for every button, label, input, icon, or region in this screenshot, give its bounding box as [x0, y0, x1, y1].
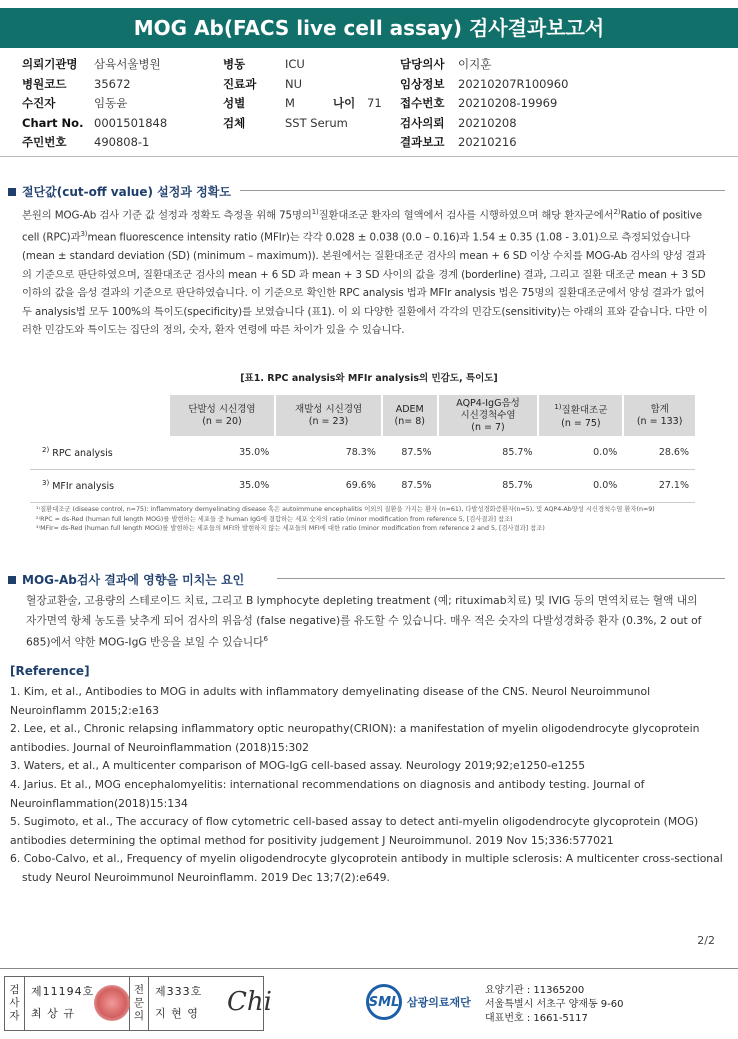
info-row [400, 94, 568, 114]
table-footnotes [36, 505, 706, 534]
institution-line: 대표번호 : 1661-5117 [485, 1013, 588, 1024]
red-seal-stamp [94, 985, 130, 1021]
doctor-signature: Chi [227, 987, 272, 1017]
info-row [22, 94, 167, 114]
table-row [30, 469, 695, 502]
column-header: 재발성 시신경염 (n = 23) [275, 395, 382, 436]
column-header: 단발성 시신경염 (n = 20) [169, 395, 276, 436]
report-title: MOG Ab(FACS live cell assay) 검사결과보고서 [0, 8, 738, 48]
info-label: 병원코드 [22, 76, 67, 91]
info-label: Chart No. [22, 115, 84, 130]
table-caption: [표1. RPC analysis와 MFIr analysis의 민감도, 특이도] [240, 373, 498, 384]
info-value: 임동윤 [94, 96, 128, 110]
section-factors-heading [8, 571, 244, 588]
square-bullet-icon [8, 188, 16, 196]
doctor-cell [149, 977, 208, 1030]
reference-item: 5. Sugimoto, et al., The accuracy of flow cytometric cell-based assay to detect anti-myelin oligodendrocyte glycoprotein (MOG) antibodies determining the optimal method for positivity judgement J Neuroimmunol. 2019 Nov 15;336:577021 [10, 815, 699, 847]
info-row [22, 55, 167, 75]
section-rule [240, 190, 725, 191]
tester-license-number: 제11194호 [31, 985, 95, 998]
reference-item: study Neurol Neuroimmunol Neuroinflamm. 2019 Dec 13;7(2):e649. [22, 870, 390, 884]
info-row [223, 94, 382, 114]
info-label: 성별 [223, 96, 246, 110]
patient-info-middle [223, 55, 382, 133]
info-value: SST Serum [285, 115, 348, 130]
info-value: 20210208-19969 [458, 96, 558, 110]
reference-item: 6. Cobo-Calvo, et al., Frequency of myelin oligodendrocyte glycoprotein antibody in multiple sclerosis: A multicenter cross-sectional [10, 852, 723, 866]
doctor-label: 전 문 의 [129, 977, 149, 1030]
info-value: 35672 [94, 76, 131, 91]
info-row [22, 75, 167, 95]
footnote: ¹⁾질환대조군 (disease control, n=75): inflammatory demyelinating disease 혹은 autoimmune encephalitis 이외의 질환을 가지는 환자 (n=61), 다발성경화증환자(n=5), 및 AQP4-Ab양성 시신경척수염 환자(n=9) [36, 506, 655, 513]
doctor-name: 지 현 영 [155, 1007, 199, 1020]
footnote: ²⁾RPC = ds-Red (human full length MOG)를 발현하는 세포들 중 human IgG에 결합하는 세포 숫자의 ratio (minor modification from reference 5, [검사결과] 참조) [36, 515, 513, 523]
factors-paragraph: 혈장교환술, 고용량의 스테로이드 치료, 그리고 B lymphocyte depleting treatment (예; rituximab치료) 및 IVIG 등의 면역치료는 혈액 내의 자가면역 항체 농도를 낮추게 되어 검사의 위음성 (false negative)를 유도할 수 있습니다. 매우 적은 숫자의 다발성경화증 환자 (0.3%, 2 out of 685)에서 약한 MOG-IgG 반응을 보일 수 있습니다$^6$ [26, 594, 702, 649]
table-cell: 78.3% [275, 436, 382, 469]
table-cell: 0.0% [538, 436, 623, 469]
section-title: 절단값(cut-off value) 설정과 정확도 [22, 185, 231, 199]
table-cell: 0.0% [538, 469, 623, 502]
table-cell: 85.7% [438, 469, 539, 502]
table-cell: 35.0% [169, 436, 276, 469]
signature-box [4, 976, 272, 1031]
row-label: $^{2)}$ RPC analysis [30, 436, 169, 469]
info-value: 20210207R100960 [458, 76, 569, 91]
table-cell: 28.6% [623, 436, 695, 469]
info-row [223, 114, 382, 134]
cutoff-paragraph: 본원의 MOG-Ab 검사 기준 값 설정과 정확도 측정을 위해 75명의$^{1)}$질환대조군 환자의 혈액에서 검사를 시행하였으며 해당 환자군에서$^{2)}$Ratio of positive cell (RPC)과$^{3)}$mean fluorescence intensity ratio (MFIr)는 각각 0.028 ± 0.038 (0.0 – 0.16)과 1.54 ± 0.35 (1.08 - 3.01)으로 측정되었습니다 (mean ± standard deviation (SD) (minimum – maximum)). 본원에서는 질환대조군 검사의 mean + 6 SD 이상 수치를 MOG-Ab 검사의 양성 결과의 기준으로 판단하였으며, 질환대조군 검사의 mean + 6 SD 과 mean + 3 SD 사이의 값을 경계 (borderline) 결과, 그리고 질환 대조군 mean + 3 SD 이하의 값을 음성 결과의 기준으로 판단하였습니다. 이 기준으로 확인한 RPC analysis 법과 MFIr analysis 법은 75명의 질환대조군에서 양성 결과가 없어 두 analysis법 모두 100%의 특이도(specificity)를 보였습니다 (표1). 이 외 다양한 질환에서 각각의 민감도(sensitivity)는 아래의 표와 같습니다. 다만 이러한 민감도와 특이도는 집단의 정의, 숫자, 환자 연령에 따른 차이가 있을 수 있습니다. [22, 208, 708, 337]
age-label: 나이 [333, 96, 356, 110]
patient-info-left [22, 55, 167, 153]
info-label: 임상정보 [400, 76, 445, 91]
info-label: 결과보고 [400, 135, 445, 149]
info-label: 진료과 [223, 76, 257, 91]
institution-line: 요양기관 : 11365200 [485, 985, 585, 996]
info-row [223, 75, 382, 95]
section-cutoff-heading [8, 183, 231, 200]
page-number: 2/2 [697, 934, 715, 947]
info-value: 0001501848 [94, 115, 168, 130]
corner-cell [30, 395, 169, 436]
sml-logo [366, 984, 471, 1020]
reference-item: 4. Jarius. Et al., MOG encephalomyelitis: international recommendations on diagnosis and antibody testing. Journal of Neuroinflammation(2018)15:134 [10, 777, 645, 810]
sml-logo-icon: SML [366, 984, 402, 1020]
square-bullet-icon [8, 576, 16, 584]
sensitivity-table [30, 395, 695, 503]
reference-item: 1. Kim, et al., Antibodies to MOG in adults with inflammatory demyelinating disease of the CNS. Neurol Neuroimmunol Neuroinflamm 2015;2:e163 [10, 685, 651, 717]
info-value: 20210216 [458, 135, 517, 149]
column-header: 합계 (n = 133) [623, 395, 695, 436]
doctor-license-number: 제333호 [155, 985, 203, 998]
column-header: AQP4-IgG음성 시신경척수염 (n = 7) [438, 395, 539, 436]
patient-info-right [400, 55, 568, 153]
info-row [22, 114, 167, 134]
info-label: 병동 [223, 57, 246, 71]
info-value: 이지훈 [458, 57, 492, 71]
tester-label: 검 사 자 [5, 977, 25, 1030]
table-row [30, 436, 695, 469]
info-label: 담당의사 [400, 57, 445, 71]
info-value: NU [285, 76, 303, 91]
column-header: ADEM (n= 8) [382, 395, 438, 436]
reference-item: 3. Waters, et al., A multicenter comparison of MOG-IgG cell-based assay. Neurology 2019;92;e1250-e1255 [10, 759, 586, 773]
tester-name: 최 상 규 [31, 1007, 75, 1020]
info-row [400, 133, 568, 153]
row-label: $^{3)}$ MFIr analysis [30, 469, 169, 502]
info-value: 삼육서울병원 [94, 57, 161, 71]
footer-divider [0, 968, 738, 969]
info-label: 주민번호 [22, 135, 67, 149]
institution-line: 서울특별시 서초구 양재동 9-60 [485, 999, 624, 1010]
table-cell: 35.0% [169, 469, 276, 502]
reference-item: 2. Lee, et al., Chronic relapsing inflammatory optic neuropathy(CRION): a manifestation of myelin oligodendrocyte glycoprotein antibodies. Journal of Neuroinflammation (2018)15:302 [10, 722, 700, 754]
table-cell: 27.1% [623, 469, 695, 502]
info-label: 검체 [223, 115, 246, 130]
info-value: 20210208 [458, 115, 517, 130]
info-label: 접수번호 [400, 96, 445, 110]
info-divider [0, 156, 738, 157]
info-row [400, 75, 568, 95]
table-cell: 87.5% [382, 469, 438, 502]
info-value: M [285, 96, 295, 110]
table-cell: 87.5% [382, 436, 438, 469]
column-header: $^{1)}$질환대조군 (n = 75) [538, 395, 623, 436]
table-cell: 69.6% [275, 469, 382, 502]
section-rule [277, 578, 725, 579]
info-row [400, 114, 568, 134]
reference-list [10, 683, 725, 888]
institution-info [485, 984, 624, 1026]
info-value: ICU [285, 57, 305, 71]
info-value: 490808-1 [94, 135, 150, 149]
age-value: 71 [367, 96, 382, 110]
logo-name: 삼광의료재단 [407, 996, 471, 1009]
section-title: MOG-Ab검사 결과에 영향을 미치는 요인 [22, 573, 245, 587]
info-row [400, 55, 568, 75]
reference-title: [Reference] [10, 664, 90, 678]
info-label: 의뢰기관명 [22, 57, 78, 71]
info-row [223, 55, 382, 75]
table-cell: 85.7% [438, 436, 539, 469]
info-row [22, 133, 167, 153]
info-label: 수진자 [22, 96, 56, 110]
info-label: 검사의뢰 [400, 115, 445, 130]
footnote: ³⁾MFIr= ds-Red (human full length MOG)를 발현하는 세포들의 MFI와 발현하지 않는 세포들의 MFI에 대한 ratio (minor modification from reference 2 and 5, [검사결과] 참조) [36, 525, 545, 532]
